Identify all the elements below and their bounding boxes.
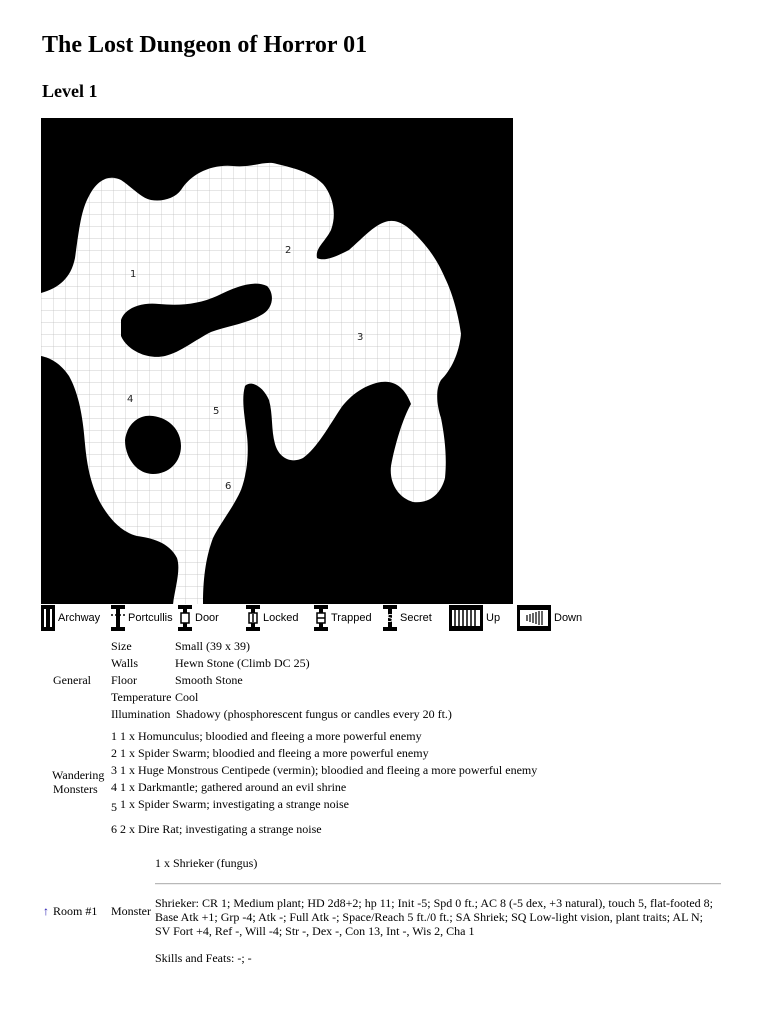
legend-trapped (314, 604, 372, 632)
general-key-floor: Floor (111, 673, 138, 687)
room1-skills: Skills and Feats: -; - (155, 951, 252, 965)
legend-label: Archway (58, 612, 101, 624)
legend-label: Down (554, 612, 583, 624)
general-key-temperature: Temperature (111, 690, 172, 704)
legend-label: Door (195, 612, 219, 624)
legend-portcullis (111, 604, 173, 632)
wandering-number-4: 4 (111, 780, 117, 794)
wandering-entry-2: 1 x Spider Swarm; bloodied and fleeing a more powerful enemy (120, 746, 429, 760)
room1-summary: 1 x Shrieker (fungus) (155, 856, 258, 870)
page-title: The Lost Dungeon of Horror 01 (42, 32, 368, 58)
general-value-illumination: Shadowy (phosphorescent fungus or candles every 20 ft.) (176, 707, 452, 721)
general-key-illumination: Illumination (111, 707, 171, 721)
legend-down (517, 604, 582, 632)
locked-door-icon (246, 605, 260, 631)
back-to-top-link[interactable]: ↑ (43, 904, 49, 918)
general-key-walls: Walls (111, 656, 139, 670)
room-label-2: 2 (285, 245, 292, 256)
room-label-3: 3 (357, 332, 364, 343)
wandering-number-2: 2 (111, 746, 117, 760)
trapped-door-icon (314, 605, 328, 631)
wandering-number-6: 6 (111, 822, 117, 836)
wandering-entry-1: 1 x Homunculus; bloodied and fleeing a more powerful enemy (120, 729, 422, 743)
legend-door (178, 604, 219, 632)
map-legend (41, 604, 601, 632)
general-value-size: Small (39 x 39) (175, 639, 250, 653)
legend-secret (383, 604, 432, 632)
secret-door-icon (383, 605, 397, 631)
legend-label: Trapped (331, 612, 372, 624)
legend-label: Secret (400, 612, 432, 624)
wandering-number-3: 3 (111, 763, 117, 777)
door-icon (178, 605, 192, 631)
room-label-6: 6 (225, 481, 232, 492)
section-divider (155, 883, 721, 884)
room-label-5: 5 (213, 406, 220, 417)
archway-icon (41, 605, 55, 631)
room1-label: Room #1 (53, 904, 98, 918)
level-heading: Level 1 (42, 81, 98, 101)
dungeon-map (41, 118, 513, 604)
wandering-entry-4: 1 x Darkmantle; gathered around an evil shrine (120, 780, 347, 794)
room-label-1: 1 (130, 269, 137, 280)
wandering-header-line2: Monsters (53, 782, 98, 796)
general-value-temperature: Cool (175, 690, 199, 704)
general-header: General (53, 673, 91, 687)
legend-label: Portcullis (128, 612, 173, 624)
general-value-floor: Smooth Stone (175, 673, 243, 687)
wandering-number-1: 1 (111, 729, 117, 743)
legend-label: Locked (263, 612, 299, 624)
stairs-up-icon (449, 605, 483, 631)
room1-category: Monster (111, 904, 151, 918)
room1-stats-line3: SV Fort +4, Ref -, Will -4; Str -, Dex -, Con 13, Int -, Wis 2, Cha 1 (155, 924, 475, 938)
wandering-number-5: 5 (111, 800, 117, 814)
legend-locked (246, 604, 298, 632)
wandering-header-line1: Wandering (52, 768, 105, 782)
svg-text:S: S (386, 612, 394, 625)
legend-archway (41, 604, 100, 632)
wandering-entry-6: 2 x Dire Rat; investigating a strange noise (120, 822, 322, 836)
general-key-size: Size (111, 639, 132, 653)
general-value-walls: Hewn Stone (Climb DC 25) (175, 656, 310, 670)
legend-up (449, 604, 500, 632)
legend-label: Up (486, 612, 501, 624)
stairs-down-icon (517, 605, 551, 631)
portcullis-icon (111, 605, 125, 631)
room-label-4: 4 (127, 394, 134, 405)
wandering-entry-5: 1 x Spider Swarm; investigating a strange noise (120, 797, 349, 811)
room1-stats-line1: Shrieker: CR 1; Medium plant; HD 2d8+2; hp 11; Init -5; Spd 0 ft.; AC 8 (-5 dex, +3 natural), touch 5, flat-footed 8; (155, 896, 714, 910)
wandering-entry-3: 1 x Huge Monstrous Centipede (vermin); bloodied and fleeing a more powerful enemy (120, 763, 538, 777)
room1-stats-line2: Base Atk +1; Grp -4; Atk -; Full Atk -; Space/Reach 5 ft./0 ft.; SA Shriek; SQ Low-light vision, plant traits; AL N; (155, 910, 703, 924)
